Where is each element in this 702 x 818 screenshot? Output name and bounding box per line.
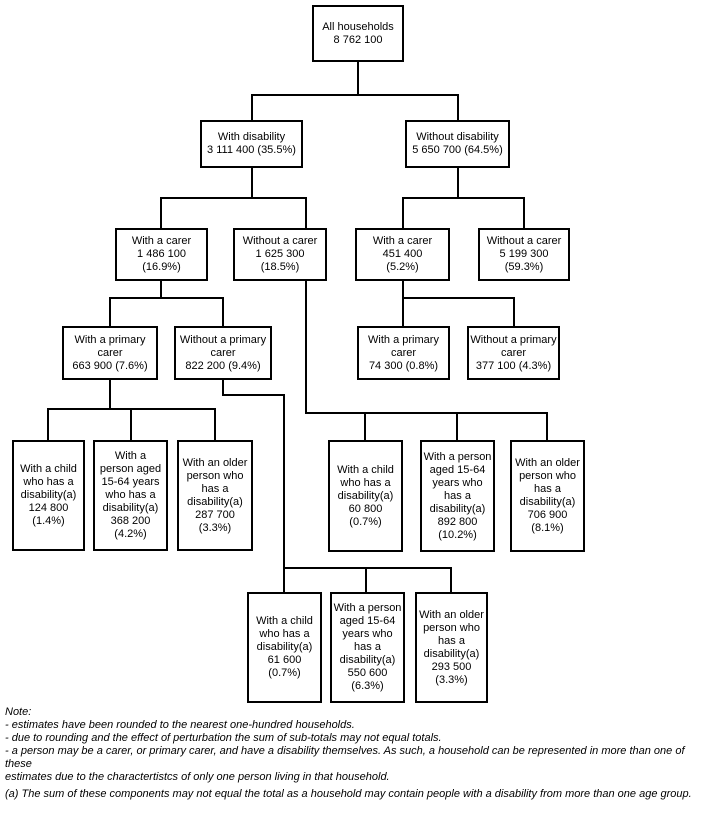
node-line: 368 200 [110,515,151,527]
node-line: 15-64 years [101,476,160,488]
node-line: aged 15-64 [339,615,396,627]
node-line: has a [201,482,229,495]
node-line: (4.2%) [114,528,147,540]
connector-with-primary-carer [48,380,215,440]
node-line: 5 199 300 [499,248,549,260]
node-line: carer [390,346,417,359]
node-line: who has a [23,476,74,488]
node-line: 124 800 [28,502,69,514]
node-line: With a primary [74,333,146,346]
node-line: (0.7%) [349,515,382,528]
node-line: With a child [20,463,77,475]
node-line: (5.2%) [386,261,419,273]
node-line: Without a primary [179,333,267,346]
note-line: - due to rounding and the effect of perturbation the sum of sub-totals may not equal totals. [5,732,442,744]
node-wod-without-a-carer [478,228,570,281]
node-line: who has a [340,476,391,489]
node-line: (0.7%) [268,667,301,679]
node-line: 550 600 [347,667,388,679]
node-line: has a [354,641,381,653]
node-line: 3 111 400 (35.5%) [207,144,296,156]
node-line: With a carer [372,235,433,247]
node-line: has a [438,634,465,647]
connector-wod-with-a-carer [403,281,514,326]
node-line: disability(a) [519,496,576,508]
node-line: years who [432,476,483,489]
node-line: With a [114,450,147,462]
node-line: who has a [105,489,156,501]
node-line: has a [444,489,471,502]
note-line: estimates due to the charactertistcs of only one person living in that household. [5,771,390,783]
node-line: disability(a) [423,647,480,660]
node-all-households [312,5,404,62]
node-nc-person-15-64 [420,440,495,552]
node-line: (10.2%) [438,528,477,541]
node-line: 60 800 [348,502,383,515]
node-line: (3.3%) [435,673,468,686]
node-line: person who [186,469,244,482]
node-line: All households [322,20,394,33]
node-line: disability(a) [256,641,313,653]
node-line: With a carer [131,235,192,247]
node-line: With a child [337,463,394,476]
node-line: aged 15-64 [429,463,486,476]
node-line: 8 762 100 [333,33,383,46]
notes-block [5,706,699,784]
node-line: person who [519,470,576,482]
node-line: years who [342,628,393,640]
node-npc-older-person [415,592,488,703]
node-line: With a person [423,450,492,463]
node-line: disability(a) [339,654,396,666]
node-line: disability(a) [20,489,77,501]
node-line: 1 625 300 [255,248,305,260]
node-wd-with-a-carer [115,228,208,281]
node-without-primary-carer [174,326,272,380]
connector-with-disability [161,168,306,228]
node-line: who has a [259,628,310,640]
node-without-disability [405,120,510,168]
node-line: 706 900 [527,509,568,521]
node-with-primary-carer [62,326,158,380]
node-line: disability(a) [102,502,159,514]
node-wod-without-primary-carer [467,326,560,380]
node-line: 74 300 (0.8%) [368,359,439,372]
node-line: (1.4%) [32,515,65,527]
node-nc-older-person [510,440,585,552]
node-line: 61 600 [267,654,302,666]
node-line: Without a primary [470,333,557,346]
node-line: With a child [256,615,313,627]
node-line: With a person [333,602,402,614]
node-pc-person-15-64 [93,440,168,551]
connector-wd-with-a-carer [110,281,223,326]
node-line: Without disability [416,131,499,143]
node-line: carer [210,346,236,359]
node-pc-older-person [177,440,253,551]
node-line: (6.3%) [351,680,384,692]
node-line: 892 800 [437,515,478,528]
node-line: 287 700 [195,508,235,521]
node-line: person aged [99,463,162,475]
node-line: With an older [182,456,248,469]
node-line: With a primary [368,333,439,346]
node-line: Without a carer [242,235,318,247]
node-line: With an older [515,457,580,469]
node-pc-child-disability [12,440,85,551]
node-line: (18.5%) [260,261,300,273]
node-wd-without-a-carer [233,228,327,281]
notes-heading: Note: [5,706,32,718]
node-line: carer [97,346,123,359]
node-line: person who [423,621,480,634]
node-line: 5 650 700 (64.5%) [412,144,503,156]
node-line: 293 500 [431,660,472,673]
node-line: disability(a) [187,495,243,508]
node-line: carer [500,346,527,359]
connector-all-households [251,62,459,120]
node-line: 663 900 (7.6%) [72,359,148,372]
node-line: has a [534,483,561,495]
node-npc-child-disability [247,592,322,703]
note-line: - a person may be a carer, or primary carer, and have a disability themselves. As such, a household can be represented in more than one of these [5,745,685,770]
node-line: With disability [217,131,286,143]
node-wod-with-primary-carer [357,326,450,380]
note-line: - estimates have been rounded to the nearest one-hundred households. [5,719,355,731]
node-line: (8.1%) [531,522,564,534]
footnote-a: (a) The sum of these components may not equal the total as a household may contain people with a disability from more than one age group. [5,788,692,800]
node-line: disability(a) [429,502,486,515]
node-line: 451 400 [382,248,423,260]
node-line: (59.3%) [504,261,544,273]
node-wod-with-a-carer [355,228,450,281]
node-npc-person-15-64 [330,592,405,703]
node-line: (16.9%) [142,261,181,273]
node-line: With an older [419,608,484,621]
node-with-disability [200,120,303,168]
node-line: 1 486 100 [137,248,186,260]
connector-without-disability [403,168,524,228]
node-nc-child-disability [328,440,403,552]
node-line: 377 100 (4.3%) [475,359,552,372]
node-line: (3.3%) [198,521,232,534]
node-line: 822 200 (9.4%) [185,359,261,372]
node-line: disability(a) [337,489,394,502]
node-line: Without a carer [486,235,562,247]
